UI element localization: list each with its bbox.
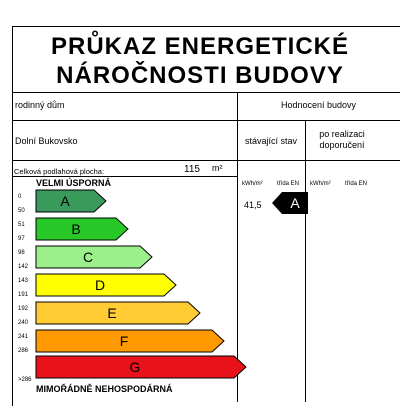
- current-rating-class: A: [290, 195, 300, 211]
- current-rating-value: 41,5: [244, 200, 262, 210]
- energy-class-bar-a: [36, 190, 106, 212]
- scale-tick: 98: [18, 250, 25, 256]
- scale-tick: 192: [18, 306, 29, 312]
- divider: [305, 120, 306, 402]
- energy-class-bar-b: [36, 218, 128, 240]
- scale-tick: >286: [18, 377, 32, 383]
- building-type: rodinný dům: [15, 100, 65, 110]
- scale-tick: 142: [18, 264, 29, 270]
- scale-bottom-label: MIMOŘÁDNĚ NEHOSPODÁRNÁ: [36, 384, 173, 394]
- energy-class-bar-d: [36, 274, 176, 296]
- divider: [12, 160, 400, 161]
- scale-tick: 240: [18, 320, 29, 326]
- rating-header-current: stávající stav: [244, 136, 298, 146]
- energy-class-letter: B: [71, 221, 81, 237]
- unit-header-current: kWh/m²: [242, 181, 263, 187]
- scale-tick: 50: [18, 208, 25, 214]
- floor-area-unit: m²: [212, 163, 223, 173]
- scale-tick: 241: [18, 334, 29, 340]
- building-location: Dolní Bukovsko: [15, 136, 78, 146]
- rating-header-recommended: po realizaci doporučení: [319, 129, 365, 150]
- class-header-recommended: třída EN: [345, 181, 368, 187]
- rating-header-title: Hodnocení budovy: [280, 100, 357, 110]
- scale-tick: 0: [18, 194, 22, 200]
- energy-class-letter: E: [107, 305, 117, 321]
- class-header-current: třída EN: [277, 181, 300, 187]
- divider: [12, 92, 400, 93]
- energy-class-letter: D: [94, 277, 106, 293]
- floor-area-value: 115: [184, 164, 200, 175]
- divider: [237, 120, 400, 121]
- energy-class-letter: C: [82, 249, 94, 265]
- floor-area-label: Celková podlahová plocha:: [14, 167, 105, 176]
- scale-tick: 286: [18, 348, 29, 354]
- energy-class-letter: F: [119, 333, 129, 349]
- title-line-1: PRŮKAZ ENERGETICKÉ: [50, 33, 350, 60]
- energy-class-letter: A: [60, 193, 70, 209]
- energy-class-bar-e: [36, 302, 200, 324]
- current-rating-marker: [272, 192, 308, 214]
- divider: [12, 120, 237, 121]
- scale-tick: 191: [18, 292, 29, 298]
- title-line-2: NÁROČNOSTI BUDOVY: [56, 62, 344, 89]
- energy-class-letter: G: [129, 359, 141, 375]
- certificate-title: [12, 32, 388, 90]
- energy-class-bar-g: [36, 356, 246, 378]
- energy-class-bar-f: [36, 330, 224, 352]
- energy-class-bar-c: [36, 246, 152, 268]
- unit-header-recommended: kWh/m²: [310, 181, 331, 187]
- scale-top-label: VELMI ÚSPORNÁ: [36, 178, 112, 188]
- scale-tick: 143: [18, 278, 29, 284]
- scale-tick: 97: [18, 236, 25, 242]
- scale-tick: 51: [18, 222, 25, 228]
